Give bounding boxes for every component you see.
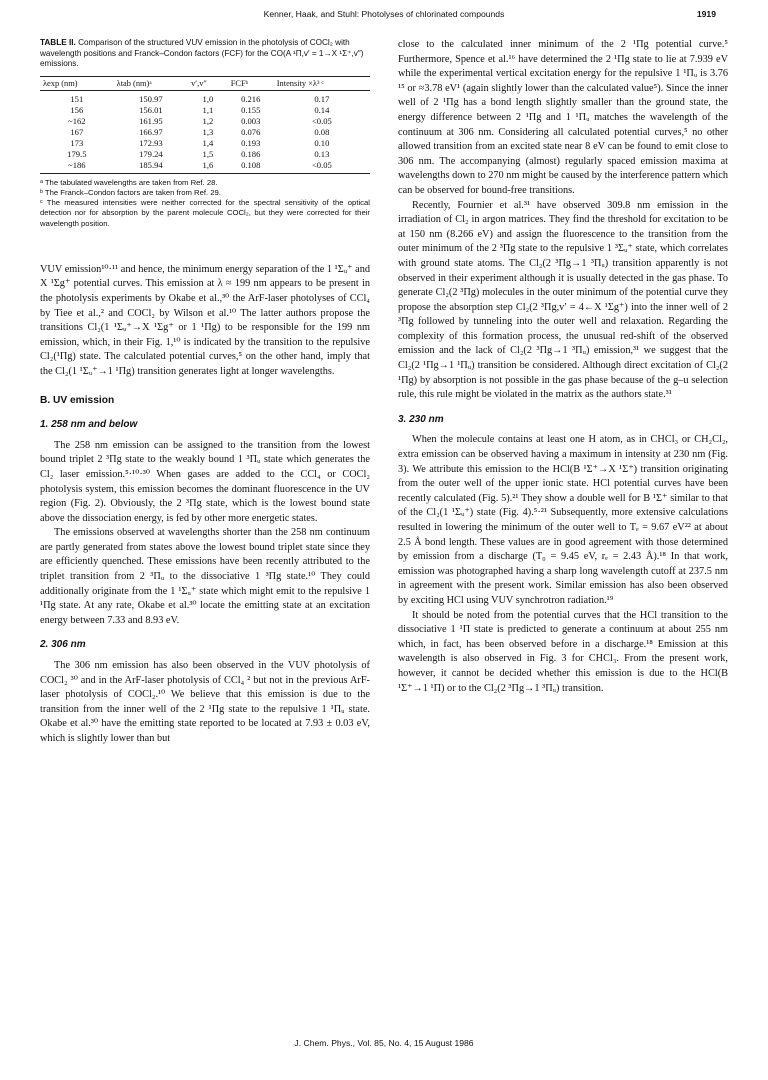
section-heading: B. UV emission — [40, 394, 115, 406]
table-cell: 166.97 — [139, 126, 163, 137]
table-header-cell: Intensity ×λ³ ᶜ — [274, 76, 370, 90]
table-cell: 0.08 — [314, 126, 330, 137]
body-paragraph: The 306 nm emission has also been observed in the VUV photolysis of COCl₂ ³⁰ and in the ArF-laser photolysis of CCl₄ ² but not in the previous ArF-laser photolysis of COCl₂.¹⁰ We believe that this emission is due to the transition from the inner well of the 2 ¹Πg state to the repulsive 1 ¹Πᵤ state. Okabe et al.³⁰ have the emitting state reported to be located at 7.93 ± 0.03 eV, which is slightly lower than but — [40, 660, 370, 745]
table-cell: 0.003 — [241, 115, 261, 126]
table-cell: 1,0 — [202, 93, 214, 104]
body-paragraph: The emissions observed at wavelengths shorter than the 258 nm continuum are partly generated from states above the lowest bound triplet state since they are efficiently quenched. These emissions have been recently attributed to the triplet transition from 2 ³Πᵤ to the dissociative 1 ³Πg state.¹⁰ They could additionally originate from the 1 ¹Σᵤ⁺ state which might emit to the repulsive 1 ¹Πg state. At any rate, Okabe et al.³⁰ locate the emitting state at an excitation energy between 7.33 and 8.93 eV. — [40, 527, 370, 626]
table-row — [40, 105, 370, 116]
body-paragraph: It should be noted from the potential curves that the HCl transition to the dissociative 1 ¹Π state is predicted to generate a continuum at about 255 nm which, in fact, has been observed before in a discharge.¹⁸ Emission at this wavelength is also observed in Fig. 3 for CHCl₃. From the present work, however, it cannot be decided whether this emission is due to the HCl(B ¹Σ⁺→1 ¹Π) or to the Cl₂(2 ³Πg→1 ³Πᵤ) transition. — [398, 609, 728, 694]
table-cell: 0.155 — [241, 104, 261, 115]
table-footnote: ᵇ The Franck–Condon factors are taken from Ref. 29. — [40, 187, 221, 197]
table-row — [40, 160, 370, 174]
table-footnotes — [40, 178, 370, 229]
table-cell: <0.05 — [274, 160, 370, 174]
body-paragraph: close to the calculated inner minimum of the 2 ¹Πg potential curve.⁵ Furthermore, Spence et al.¹⁶ have determined the 2 ¹Πg state to lie at 7.939 eV while the experimental vertical excitation energy for the repulsive 1 ¹Πᵤ is 3.76 ¹⁵ or ≈3.78 eV¹ (again slightly lower than the calculated value⁵). Since the inner well of 2 ¹Πg has a bond length slightly smaller than the ground state, the energy difference between 2 ¹Πg and 1 ¹Πᵤ matches the wavelength of the continuum at 306 nm. Considering all calculated potential curves,⁵ no other allowed transition from an excited state near 8 eV can be found to emit close to 306 nm. The accompanying (almost) regularly spaced emission maxima at wavelengths down to 270 nm might be caused by the interference pattern which can be observed for bound-free transitions. — [398, 39, 728, 196]
subsection-heading: 2. 306 nm — [40, 639, 86, 651]
table-cell: 0.13 — [314, 148, 330, 159]
table-header-cell: λexp (nm) — [40, 76, 114, 90]
table-row — [40, 138, 370, 149]
table-header-cell: v′,v″ — [188, 76, 228, 90]
table-row — [40, 116, 370, 127]
table-header-row — [40, 76, 370, 90]
table-cell: 185.94 — [114, 160, 188, 174]
table-cell: 1,3 — [202, 126, 214, 137]
table-cell: 173 — [70, 137, 84, 148]
table-cell: <0.05 — [311, 115, 332, 126]
right-column — [398, 38, 728, 1028]
table-cell: 1,4 — [202, 137, 214, 148]
table-cell: 0.216 — [241, 93, 261, 104]
table-cell: 161.95 — [139, 115, 163, 126]
table-cell: 0.10 — [314, 137, 330, 148]
table-cell: 179.24 — [139, 148, 163, 159]
table-cell: 1,2 — [202, 115, 214, 126]
page-number: 1919 — [696, 9, 716, 19]
table-cell: 1,1 — [202, 104, 214, 115]
table-cell: 179.5 — [67, 148, 87, 159]
table-cell: 156.01 — [139, 104, 163, 115]
table-cell: 0.076 — [241, 126, 261, 137]
table-row — [40, 149, 370, 160]
table-cell: ~162 — [68, 115, 86, 126]
table-cell: 156 — [70, 104, 84, 115]
left-column — [40, 38, 370, 1028]
table-header-cell: λtab (nm)ᵃ — [114, 76, 188, 90]
table-cell: 1,5 — [202, 148, 214, 159]
data-table — [40, 76, 370, 174]
body-paragraph: VUV emission¹⁰·¹¹ and hence, the minimum energy separation of the 1 ¹Σᵤ⁺ and X ¹Σg⁺ potential curves. This emission at λ ≈ 199 nm appears to be present in the photolysis experiments by Okabe et al.,³⁰ the ArF-laser photolyses of CCl₄ by Tiee et al.,² and COCl₂ by Wilson et al.¹⁰ The latter authors propose the transitions Cl₂(1 ¹Σᵤ⁺→X ¹Σg⁺ or 1 ¹Πg) to be responsible for the 199 nm emission, which, in their Fig. 1,¹⁰ is indicated by the transition to the repulsive Cl₂(¹Πg) state. The calculated potential curves,⁵ on the other hand, imply that the Cl₂(1 ¹Σᵤ⁺→1 ¹Πg) transition generates light at longer wavelengths. — [40, 263, 370, 377]
table-cell: 0.17 — [314, 93, 330, 104]
table-header-cell: FCFᵇ — [228, 76, 274, 90]
subsection-heading: 3. 230 nm — [398, 413, 444, 425]
table-cell: 150.97 — [139, 93, 163, 104]
table-cell: 172.93 — [139, 137, 163, 148]
table-row — [40, 127, 370, 138]
table-cell: 1,6 — [188, 160, 228, 174]
body-paragraph: When the molecule contains at least one H atom, as in CHCl₃ or CH₂Cl₂, extra emission can be observed having a maximum in intensity at 230 nm (Fig. 3). We attribute this emission to the HCl(B ¹Σ⁺→X ¹Σ⁺) transition originating from the outer well of the upper ionic state. HCl potential curves have been recently calculated (Fig. 5).²¹ They show a double well for B ¹Σ⁺ similar to that of the Cl₂(1 ¹Σᵤ⁺) state (Fig. 4).⁵·²¹ Subsequently, more extensive calculations resulted in lowering the minimum of the outer well to Tₑ = 9.67 eV²² at about 2.5 Å bond length. These values are in good agreement with those determined by emission from a discharge (T₀ = 9.45 eV, rₑ = 2.43 Å).¹⁸ In that work, emission was photographed having a sharp long wavelength cutoff at 237.5 nm in agreement with the present work. Similar emission has also been observed by exciting HCl using VUV synchrotron radiation.¹⁹ — [398, 434, 728, 606]
table-footnote: ᵃ The tabulated wavelengths are taken from Ref. 28. — [40, 177, 218, 187]
subsection-heading: 1. 258 nm and below — [40, 419, 138, 431]
table-cell: 0.186 — [241, 148, 261, 159]
table-row — [40, 90, 370, 105]
running-title: Kenner, Haak, and Stuhl: Photolyses of chlorinated compounds — [263, 9, 505, 19]
body-paragraph: Recently, Fournier et al.³¹ have observed 309.8 nm emission in the irradiation of Cl₂ in argon matrices. They find the threshold for excitation to be at 150 nm (8.266 eV) and assign the fluorescence to the transition from the outer minimum of the 2 ³Πg state to the repulsive 1 ³Σᵤ⁺ state, which correlates with ground state atoms. The Cl₂(2 ³Πg→1 ³Πᵤ) transition apparently is not observed in their experiment although it is usually detected in the gas phase. To generate Cl₂(2 ³Πg) molecules in the outer minimum of the potential curve they propose the absorption step Cl₂(2 ³Πg,v′ = 4←X ¹Σg⁺) into the inner well of 2 ³Πg followed by tunneling into the outer well and relaxation. Regarding the complexity of this formation process, the unusual red-shift of the observed emission and the lack of Cl₂(2 ³Πg→1 ³Πᵤ) emission,³¹ we suggest that the Cl₂(2 ¹Πg→1 ¹Πᵤ) transition be considered. Although direct excitation of Cl₂(2 ¹Πg) by absorption is not possible in the gas phase because of the g–u selection rule, this rule might be violated in the matrix as the authors state.³¹ — [398, 199, 728, 401]
table-caption-label: TABLE II. — [40, 38, 76, 47]
table-caption — [40, 38, 370, 70]
table-footnote: ᶜ The measured intensities were neither corrected for the spectral sensitivity of the optical detection nor for absorption by the parent molecule COCl₂, but they were corrected for their wavelength position. — [40, 198, 370, 228]
table-cell: 167 — [70, 126, 84, 137]
page-header — [0, 9, 768, 23]
body-paragraph: The 258 nm emission can be assigned to the transition from the lowest bound triplet 2 ³Πg state to the weakly bound 1 ³Πᵤ state which generates the Cl₂ laser emission.⁵·¹⁰·³⁰ When gases are added to the CCl₄ or COCl₂ photolysis system, this emission becomes the dominant fluorescence in the UV region (Fig. 2). Obviously, the 2 ³Πg state, which is the lowest bound state above the dissociation energy, is fed by other more energetic states. — [40, 439, 370, 524]
table-cell: 0.193 — [241, 137, 261, 148]
table-cell: 0.14 — [314, 104, 330, 115]
table-cell: 0.108 — [228, 160, 274, 174]
table-caption-text: Comparison of the structured VUV emission in the photolysis of COCl₂ with wavelength positions and Franck–Condon factors (FCF) for the CO(A ¹Π,v′ = 1→X ¹Σ⁺,v″) emissions. — [40, 38, 364, 69]
table-cell: ~186 — [40, 160, 114, 174]
table-cell: 151 — [70, 93, 84, 104]
page-footer: J. Chem. Phys., Vol. 85, No. 4, 15 August 1986 — [294, 1038, 474, 1048]
